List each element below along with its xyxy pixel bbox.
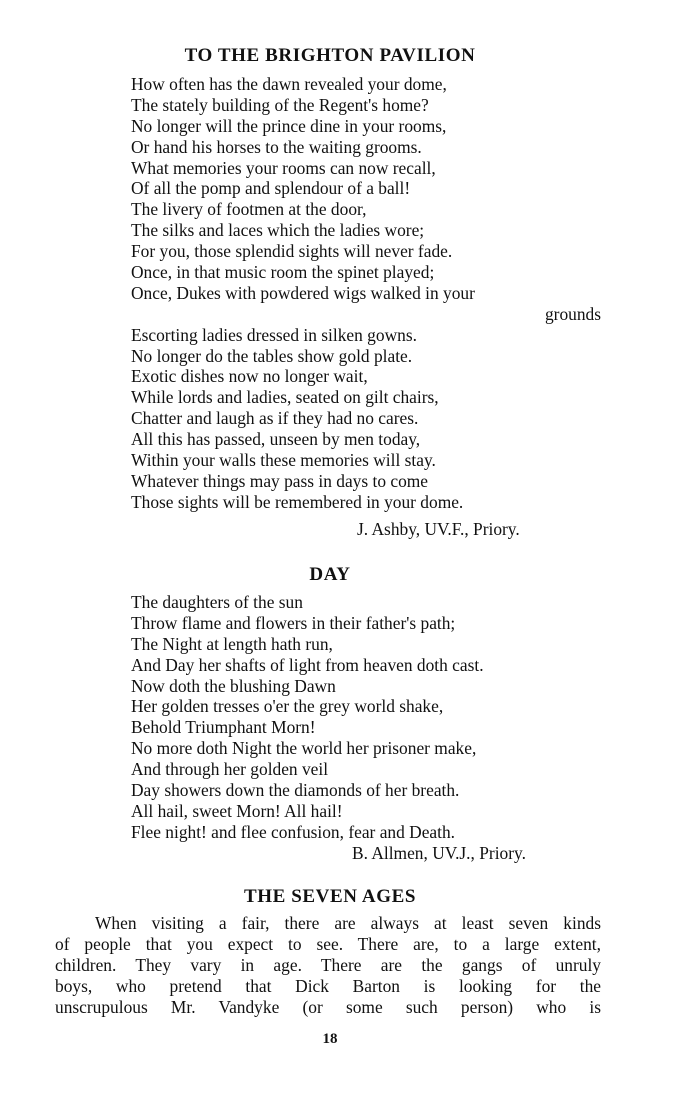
poem-line: All this has passed, unseen by men today, [131,429,421,450]
poem-line: What memories your rooms can now recall, [131,157,436,178]
paragraph-line: When visiting a fair, there are always at least seven kinds [95,913,601,933]
poem-line: Within your walls these memories will stay. [131,450,436,471]
poem-line: Or hand his horses to the waiting grooms. [131,136,422,157]
poem-line: Escorting ladies dressed in silken gowns. [131,324,417,345]
poem-line: The stately building of the Regent's home? [131,94,429,115]
poem-line: While lords and ladies, seated on gilt chairs, [131,387,439,408]
poem2-author: B. Allmen, UV.J., Priory. [352,843,526,863]
poem-line: All hail, sweet Morn! All hail! [131,800,343,821]
poem1-author: J. Ashby, UV.F., Priory. [357,519,520,539]
poem-line: Once, in that music room the spinet played; [131,262,435,283]
essay-paragraph [55,913,601,1017]
poem-line: Whatever things may pass in days to come [131,470,429,491]
paragraph-line: children. They vary in age. There are the gangs of unruly [55,954,601,975]
poem-line: Chatter and laugh as if they had no cares. [131,408,419,429]
poem-line-continuation: grounds [544,303,601,324]
poem1-title: TO THE BRIGHTON PAVILION [184,45,476,66]
poem-line: Day showers down the diamonds of her breath. [131,780,460,801]
poem-line: The livery of footmen at the door, [131,199,367,220]
essay-title: THE SEVEN AGES [243,886,417,907]
poem2-title: DAY [309,564,351,585]
page-number: 18 [322,1031,338,1047]
poem-line: Behold Triumphant Morn! [131,717,316,738]
poem-line: Once, Dukes with powdered wigs walked in your [131,282,475,303]
poem-line: The silks and laces which the ladies wore; [131,220,425,241]
paragraph-line: of people that you expect to see. There are, to a large extent, [55,933,601,954]
poem-line: Throw flame and flowers in their father's path; [131,612,456,633]
poem-line: No more doth Night the world her prisoner make, [131,738,477,759]
poem-line: Now doth the blushing Dawn [131,675,336,696]
poem-line: Exotic dishes now no longer wait, [131,366,368,387]
poem-line: The Night at length hath run, [131,633,333,654]
poem-line: And through her golden veil [131,759,329,780]
paragraph-line: boys, who pretend that Dick Barton is looking for the [55,975,601,996]
poem2-body [131,592,601,843]
poem-line: No longer do the tables show gold plate. [131,345,413,366]
poem-line: Her golden tresses o'er the grey world shake, [131,696,444,717]
poem-line: No longer will the prince dine in your rooms, [131,115,447,136]
poem-line: How often has the dawn revealed your dome, [131,74,447,94]
poem-line: Those sights will be remembered in your dome. [131,491,464,512]
poem-line: For you, those splendid sights will never fade. [131,241,453,262]
poem-line: Flee night! and flee confusion, fear and Death. [131,821,456,842]
poem-line: Of all the pomp and splendour of a ball! [131,178,411,199]
poem-line: And Day her shafts of light from heaven doth cast. [131,654,484,675]
poem-line: The daughters of the sun [131,592,303,612]
paragraph-line: unscrupulous Mr. Vandyke (or some such person) who is [55,996,601,1017]
poem1-body [131,74,601,513]
